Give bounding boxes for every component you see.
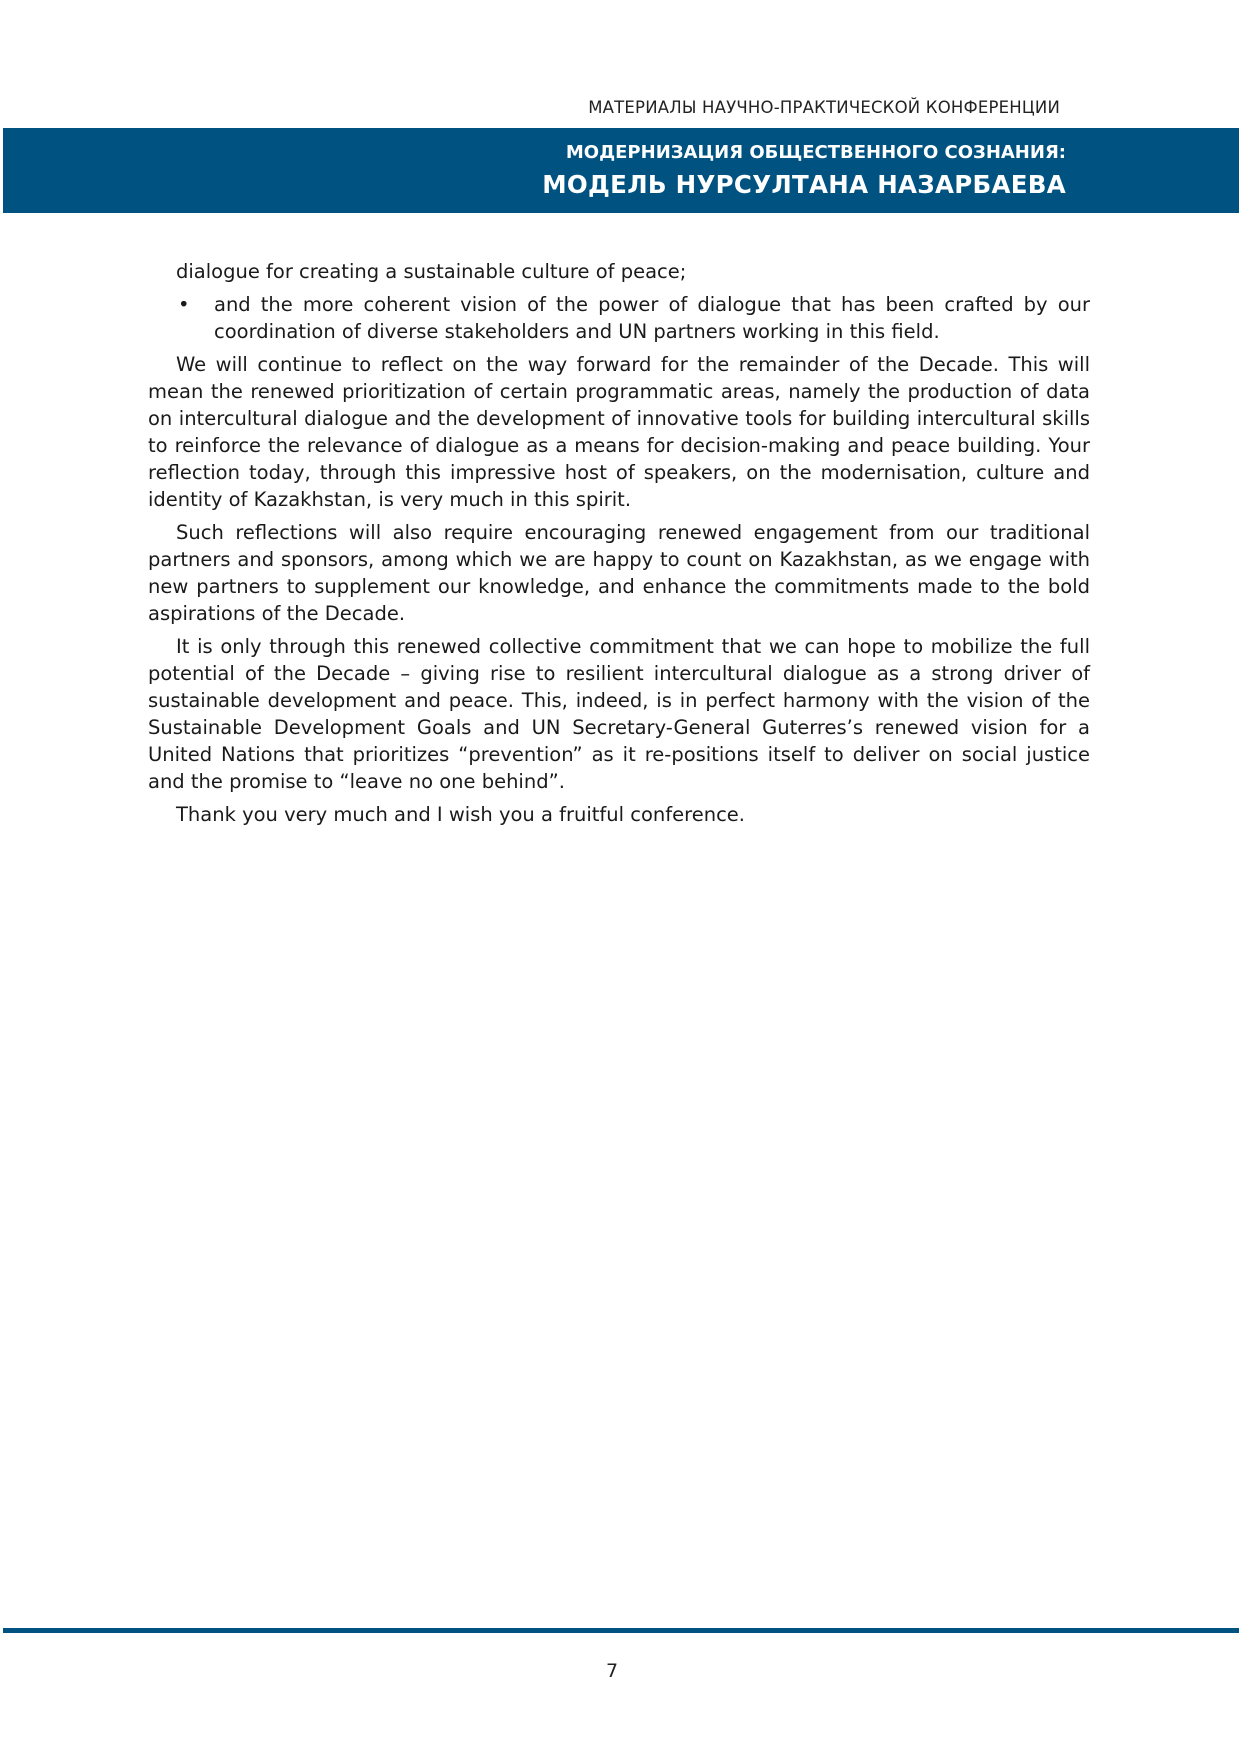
paragraph: We will continue to reflect on the way forward for the remainder of the Decade. This will mean the renewed prioritization of certain programmatic areas, namely the production of data on intercultural dialogue and the development of innovative tools for building intercultural skills to reinforce the relevance of dialogue as a means for decision-making and peace building. Your reflection today, through this impressive host of speakers, on the modernisation, culture and identity of Kazakhstan, is very much in this spirit. bbox=[148, 353, 1090, 511]
article-body bbox=[148, 258, 1090, 834]
list-item bbox=[148, 291, 1090, 345]
header-title: МОДЕЛЬ НУРСУЛТАНА НАЗАРБАЕВА bbox=[542, 170, 1066, 199]
bullet-icon: • bbox=[178, 293, 190, 316]
footer-divider bbox=[3, 1628, 1239, 1633]
header-conference-line: МАТЕРИАЛЫ НАУЧНО-ПРАКТИЧЕСКОЙ КОНФЕРЕНЦИИ bbox=[588, 98, 1060, 117]
page-number: 7 bbox=[605, 1660, 619, 1682]
list-item-text: and the more coherent vision of the power of dialogue that has been crafted by our coordination of diverse stakeholders and UN partners working in this field. bbox=[214, 293, 1090, 343]
paragraph: Such reflections will also require encouraging renewed engagement from our traditional partners and sponsors, among which we are happy to count on Kazakhstan, as we engage with new partners to supplement our knowledge, and enhance the commitments made to the bold aspirations of the Decade. bbox=[148, 521, 1090, 625]
list-item-continuation: dialogue for creating a sustainable culture of peace; bbox=[176, 260, 687, 283]
paragraph: It is only through this renewed collective commitment that we can hope to mobilize the full potential of the Decade – giving rise to resilient intercultural dialogue as a strong driver of sustainable development and peace. This, indeed, is in perfect harmony with the vision of the Sustainable Development Goals and UN Secretary-General Guterres’s renewed vision for a United Nations that prioritizes “prevention” as it re-positions itself to deliver on social justice and the promise to “leave no one behind”. bbox=[148, 635, 1090, 793]
bullet-list bbox=[148, 291, 1090, 345]
header-band bbox=[3, 128, 1239, 213]
paragraph: Thank you very much and I wish you a fruitful conference. bbox=[176, 803, 745, 826]
header-subtitle: МОДЕРНИЗАЦИЯ ОБЩЕСТВЕННОГО СОЗНАНИЯ: bbox=[565, 142, 1066, 163]
